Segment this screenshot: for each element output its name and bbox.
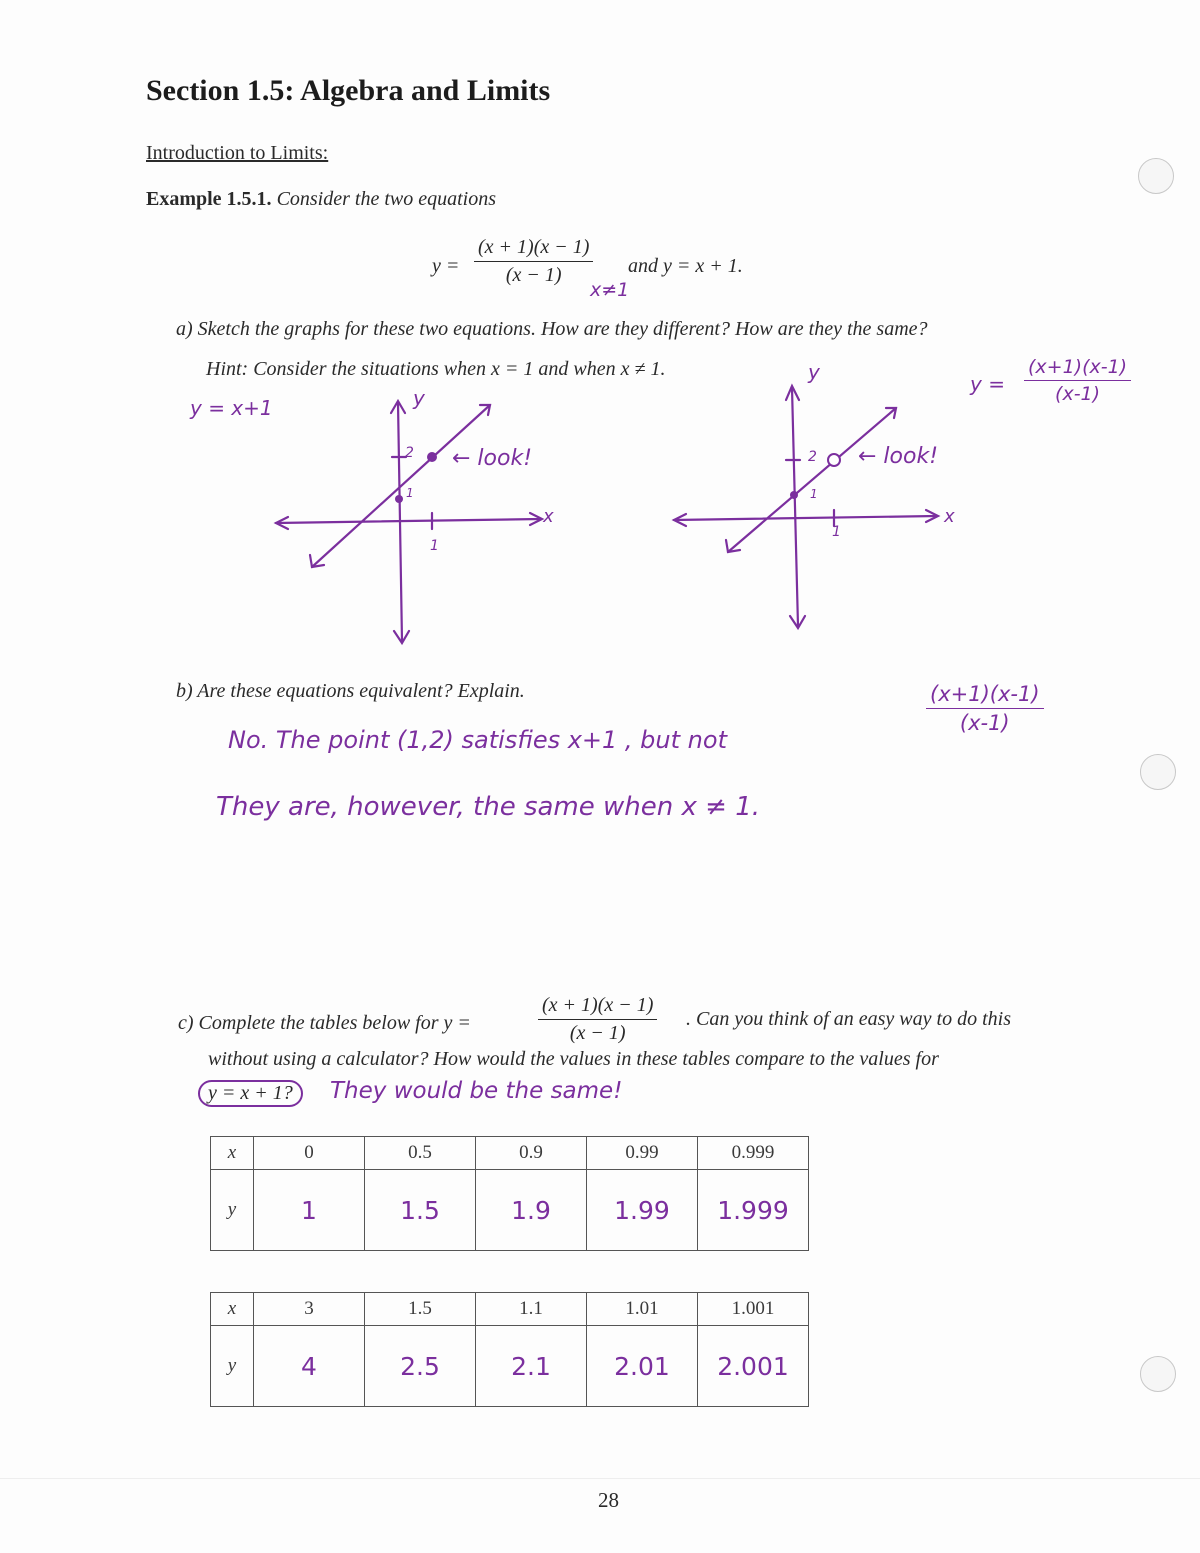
graph1 <box>260 385 580 655</box>
graph1-y-label: y <box>413 386 425 410</box>
graph2-tick-label-1: 1 <box>810 487 818 501</box>
table1-x-cell: 0.99 <box>587 1137 698 1170</box>
graph1-x-label: x <box>543 506 554 527</box>
table1-y-row <box>211 1170 809 1251</box>
eq1-handwritten-note: x≠1 <box>590 279 630 301</box>
graph1-annotation: ← look! <box>452 446 533 471</box>
graph1-tick-label-1: 1 <box>406 486 414 500</box>
punch-hole-bottom <box>1140 1356 1176 1392</box>
table1-x-row <box>211 1137 809 1170</box>
example-text: Consider the two equations <box>276 188 497 210</box>
graph2 <box>660 370 980 640</box>
section-title: Section 1.5: Algebra and Limits <box>146 74 551 107</box>
values-table-1 <box>210 1136 809 1251</box>
values-table-2 <box>210 1292 809 1407</box>
example-statement <box>146 188 496 211</box>
table1-y-cell: 1 <box>301 1195 317 1225</box>
table2-x-cell: 3 <box>254 1293 365 1326</box>
graph2-eq-numerator: (x+1)(x-1) <box>1024 356 1131 381</box>
graph2-point-0-1 <box>790 491 798 499</box>
graph2-y-axis <box>792 388 798 626</box>
graph2-line <box>728 408 896 552</box>
table2-x-cell: 1.5 <box>365 1293 476 1326</box>
table1-x-label: x <box>211 1137 254 1170</box>
page-number: 28 <box>598 1488 619 1512</box>
graph2-eq-fraction <box>1024 356 1131 405</box>
table1-x-cell: 0.5 <box>365 1137 476 1170</box>
table2-y-cell: 2.1 <box>511 1351 551 1381</box>
part-b-answer-line1: No. The point (1,2) satisfies x+1 , but not <box>228 726 727 754</box>
part-a-hint: Hint: Consider the situations when x = 1 and when x ≠ 1. <box>206 358 666 380</box>
table1-y-cell: 1.9 <box>511 1195 551 1225</box>
part-b-answer-numerator: (x+1)(x-1) <box>926 682 1044 709</box>
eq1-lhs: y = <box>432 255 460 277</box>
graph2-eq-denominator: (x-1) <box>1055 383 1101 405</box>
graph2-eq-lhs: y = <box>970 372 1005 396</box>
part-c-answer: They would be the same! <box>330 1078 623 1104</box>
part-b-answer-denominator: (x-1) <box>959 711 1010 735</box>
graph1-x-axis <box>276 519 540 523</box>
eq-connector: and y = x + 1. <box>628 255 743 277</box>
part-a-question: a) Sketch the graphs for these two equations. How are they different? How are they the same? <box>176 318 928 340</box>
graph2-open-point-1-2 <box>828 454 840 466</box>
table1-x-cell: 0.999 <box>698 1137 809 1170</box>
graph1-equation: y = x+1 <box>190 396 273 420</box>
table1-x-cell: 0.9 <box>476 1137 587 1170</box>
graph2-tick-label-2: 2 <box>808 449 817 465</box>
table2-x-cell: 1.1 <box>476 1293 587 1326</box>
footer-rule <box>0 1478 1200 1479</box>
graph1-tick-label-x1: 1 <box>430 538 439 554</box>
part-b-question: b) Are these equations equivalent? Explain. <box>176 680 525 702</box>
part-c-prefix: c) Complete the tables below for y = <box>178 1012 471 1034</box>
table2-y-cell: 2.5 <box>400 1351 440 1381</box>
table2-x-label: x <box>211 1293 254 1326</box>
graph1-point-1-2 <box>427 452 437 462</box>
table1-x-cell: 0 <box>254 1137 365 1170</box>
table2-y-label: y <box>211 1326 254 1407</box>
table2-y-cell: 4 <box>301 1351 317 1381</box>
graph2-line-arrow-bottom <box>726 540 740 552</box>
table2-x-cell: 1.01 <box>587 1293 698 1326</box>
part-c-circled-equation: y = x + 1? <box>198 1080 303 1107</box>
intro-heading: Introduction to Limits: <box>146 142 329 164</box>
table1-y-cell: 1.999 <box>717 1195 789 1225</box>
table2-y-cell: 2.001 <box>717 1351 789 1381</box>
graph2-tick-label-x1: 1 <box>832 524 841 540</box>
part-c-fraction <box>538 994 657 1045</box>
punch-hole-top <box>1138 158 1174 194</box>
eq1-denominator: (x − 1) <box>505 264 562 286</box>
table1-y-label: y <box>211 1170 254 1251</box>
graph2-annotation: ← look! <box>858 444 939 469</box>
table2-y-cell: 2.01 <box>614 1351 670 1381</box>
part-b-answer-fraction <box>926 682 1044 735</box>
part-c-denominator: (x − 1) <box>569 1022 626 1044</box>
table2-y-row <box>211 1326 809 1407</box>
part-c-numerator: (x + 1)(x − 1) <box>538 994 657 1020</box>
eq1-fraction <box>474 236 593 287</box>
graph2-x-axis <box>674 516 936 520</box>
graph1-point-0-1 <box>395 495 403 503</box>
part-c-suffix: . Can you think of an easy way to do this <box>686 1008 1011 1030</box>
graph2-x-label: x <box>944 506 955 527</box>
graph2-y-label: y <box>808 360 820 384</box>
table2-x-cell: 1.001 <box>698 1293 809 1326</box>
part-b-answer-line2: They are, however, the same when x ≠ 1. <box>216 792 761 822</box>
table2-x-row <box>211 1293 809 1326</box>
table1-y-cell: 1.5 <box>400 1195 440 1225</box>
graph1-tick-label-2: 2 <box>405 445 414 461</box>
part-c-line2: without using a calculator? How would the values in these tables compare to the values for <box>208 1048 939 1070</box>
table1-y-cell: 1.99 <box>614 1195 670 1225</box>
eq1-numerator: (x + 1)(x − 1) <box>474 236 593 262</box>
example-label: Example 1.5.1. <box>146 188 272 210</box>
punch-hole-middle <box>1140 754 1176 790</box>
